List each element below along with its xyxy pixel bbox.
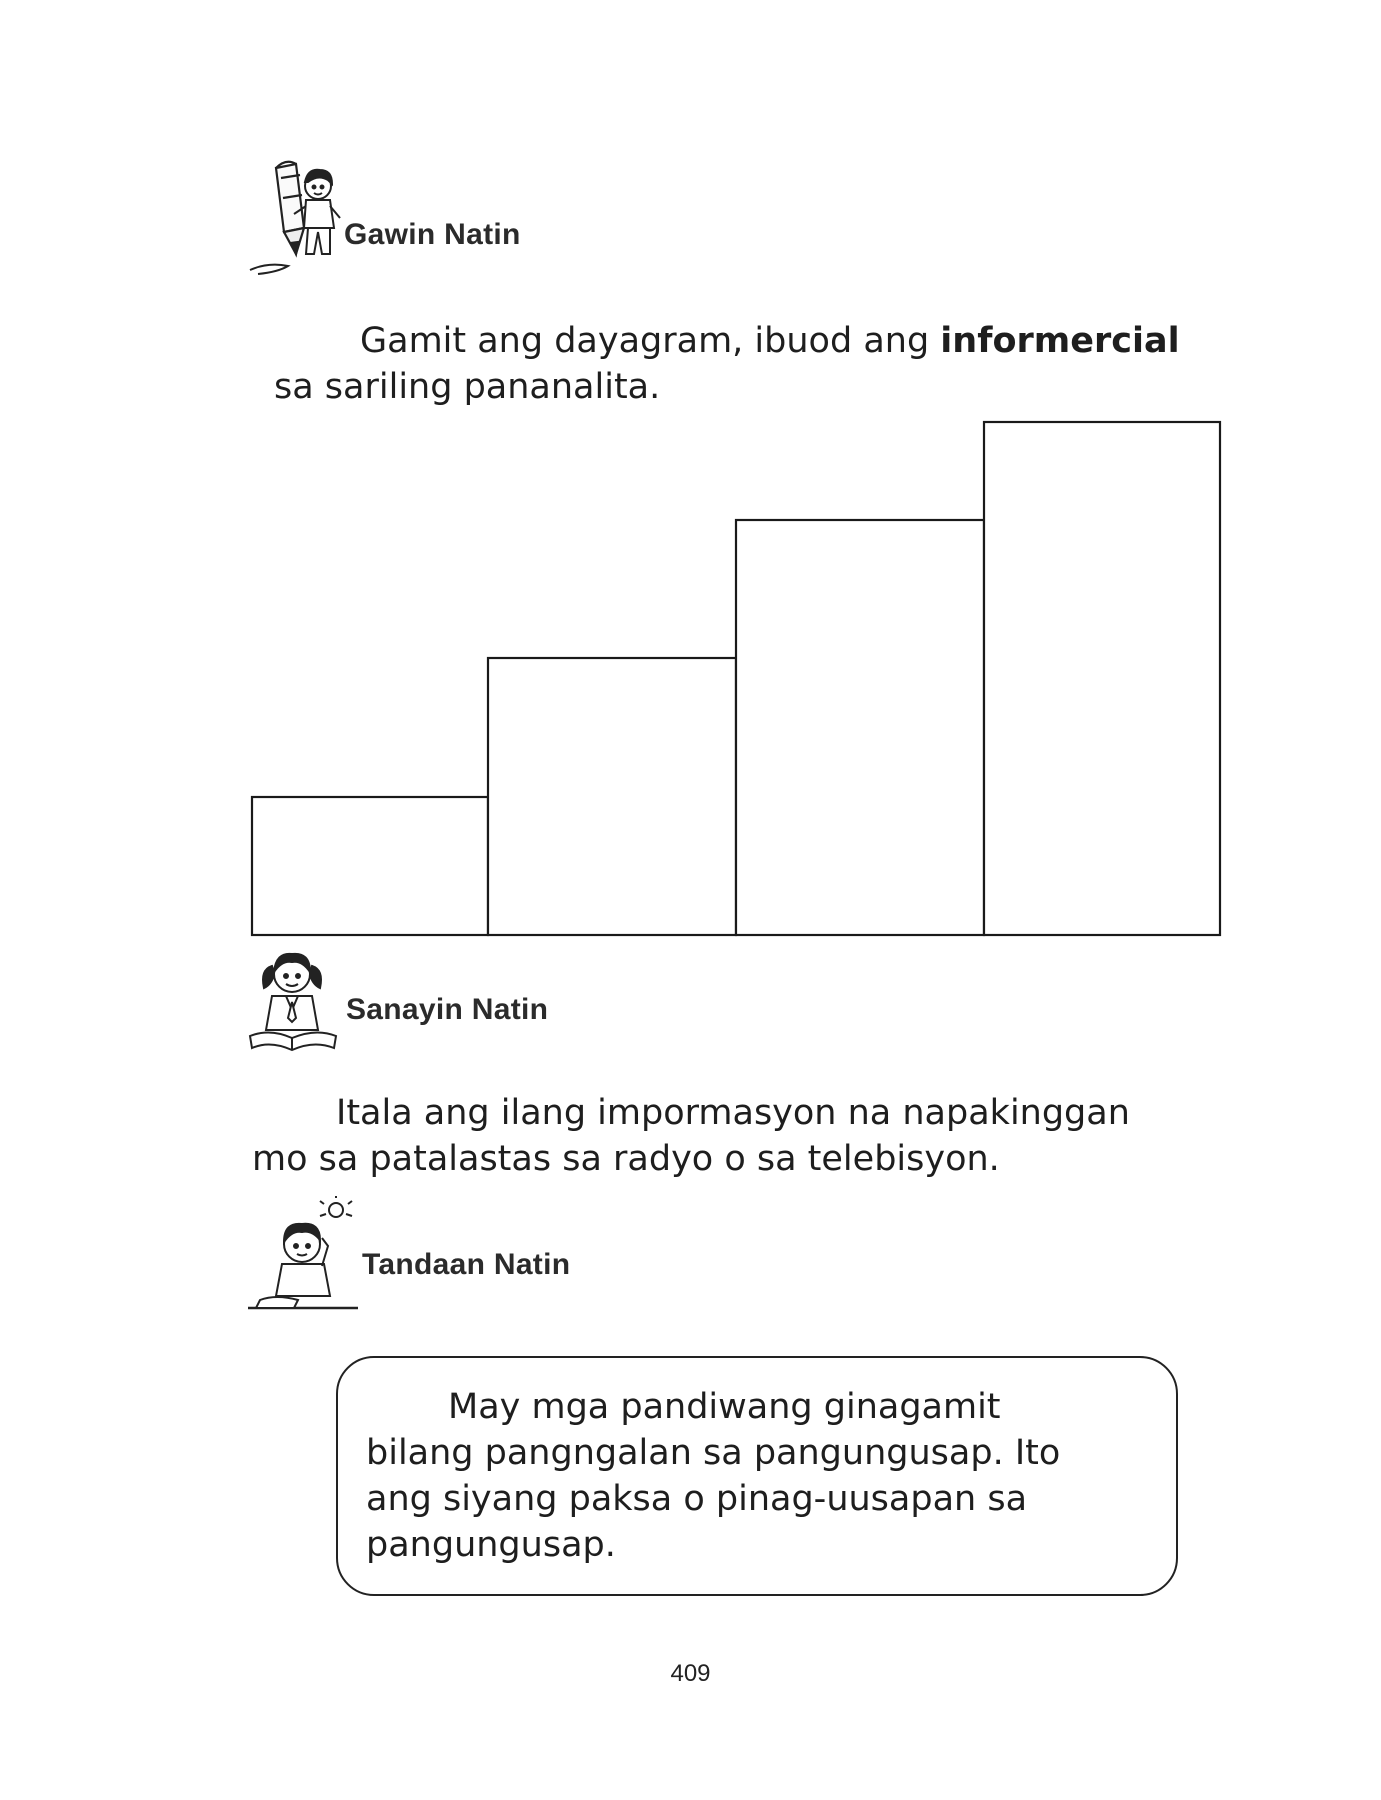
section-title-tandaan: Tandaan Natin [362, 1248, 571, 1281]
gawin-natin-header [248, 158, 521, 276]
tandaan-natin-header [246, 1196, 570, 1314]
gawin-instruction-line2: sa sariling pananalita. [274, 367, 661, 407]
tandaan-callout-box [336, 1356, 1178, 1596]
diagram-step-3[interactable] [736, 520, 984, 935]
gawin-instruction-text: Gamit ang dayagram, ibuod ang [360, 321, 941, 361]
tandaan-line2: bilang pangngalan sa pangungusap. Ito [366, 1433, 1061, 1473]
tandaan-line4: pangungusap. [366, 1525, 616, 1565]
pencil-boy-icon [248, 158, 348, 276]
diagram-step-1[interactable] [252, 797, 488, 935]
sanayin-instruction-line2: mo sa patalastas sa radyo o sa telebisyon. [252, 1139, 1000, 1179]
diagram-step-2[interactable] [488, 658, 736, 935]
sanayin-natin-header [246, 944, 548, 1056]
reading-girl-icon [246, 944, 342, 1056]
tandaan-line1: May mga pandiwang ginagamit [448, 1387, 1001, 1427]
section-title-sanayin: Sanayin Natin [346, 993, 549, 1026]
diagram-step-4[interactable] [984, 422, 1220, 935]
gawin-instruction-line1 [360, 318, 1180, 364]
section-title-gawin: Gawin Natin [344, 218, 521, 251]
gawin-keyword: informercial [940, 321, 1180, 361]
thinking-boy-icon [246, 1196, 364, 1314]
page-number: 409 [670, 1660, 711, 1687]
sanayin-instruction-line1: Itala ang ilang impormasyon na napakinggan [336, 1093, 1130, 1133]
tandaan-line3: ang siyang paksa o pinag-uusapan sa [366, 1479, 1028, 1519]
